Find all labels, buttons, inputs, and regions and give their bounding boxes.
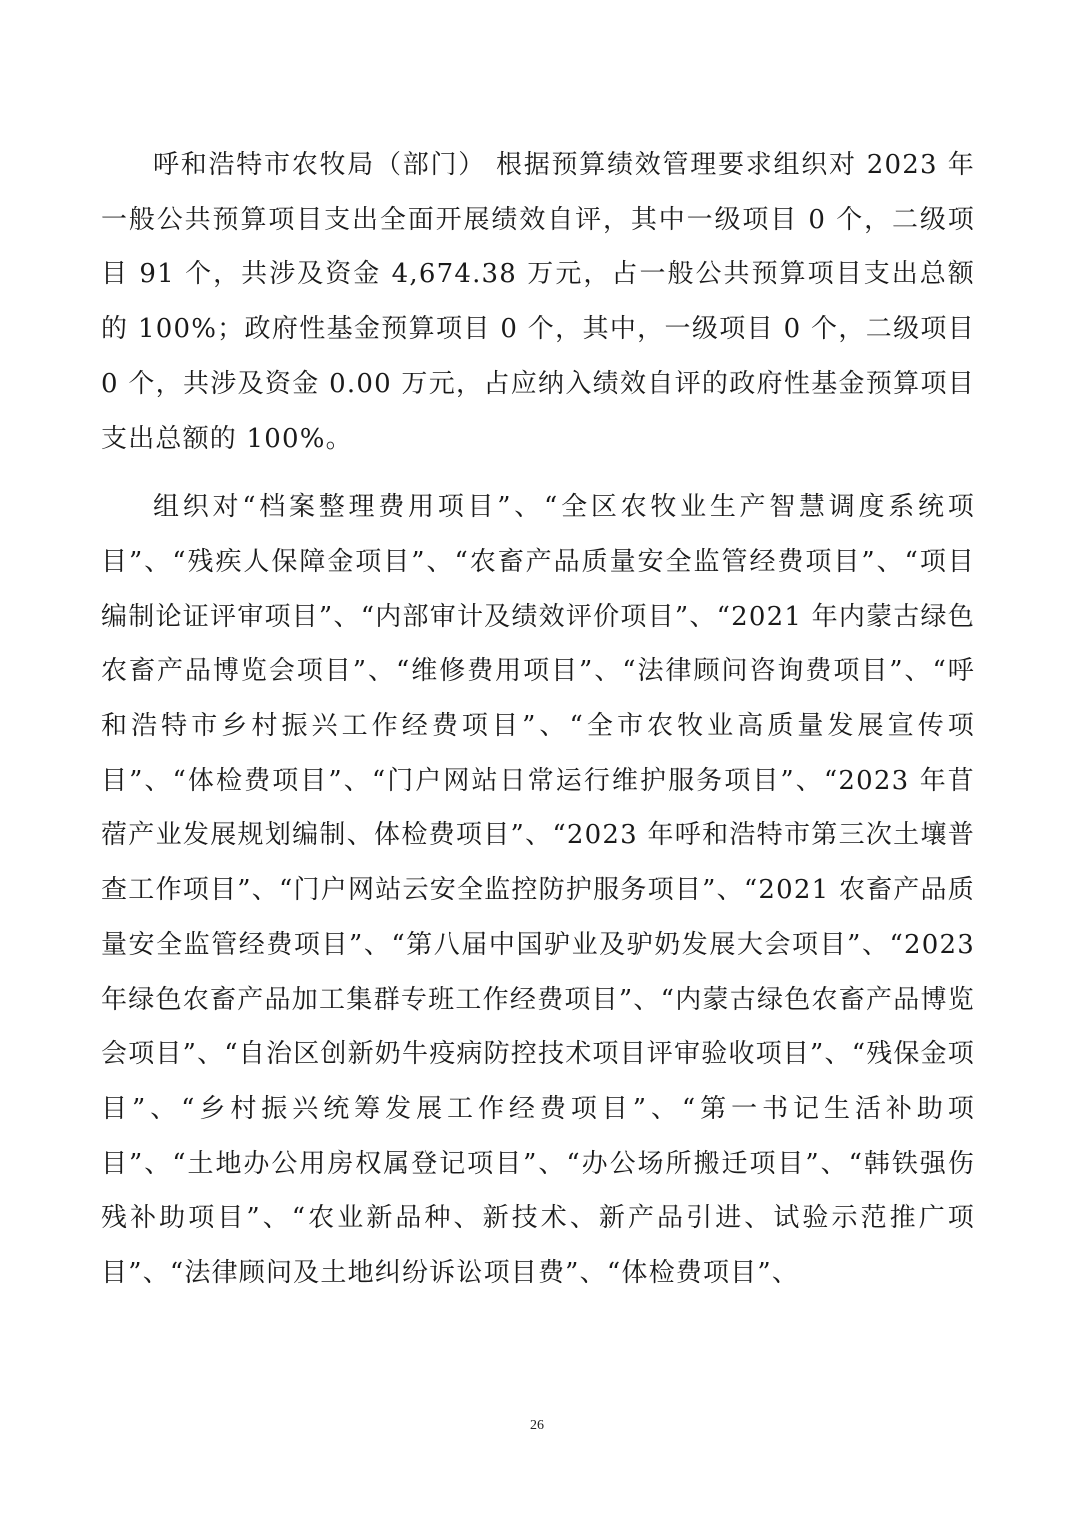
paragraph-performance-summary: 呼和浩特市农牧局（部门） 根据预算绩效管理要求组织对 2023 年一般公共预算项目支出全面开展绩效自评，其中一级项目 0 个，二级项目 91 个，共涉及资金 4,674.38 万元，占一般公共预算项目支出总额的 100%；政府性基金预算项目 0 个，其中，一级项目 0 个，二级项目 0 个，共涉及资金 0.00 万元，占应纳入绩效自评的政府性基金预算项目支出总额的 100%。 — [101, 150, 975, 454]
paragraph-project-list: 组织对“档案整理费用项目”、“全区农牧业生产智慧调度系统项目”、“残疾人保障金项目”、“农畜产品质量安全监管经费项目”、“项目编制论证评审项目”、“内部审计及绩效评价项目”、“2021 年内蒙古绿色农畜产品博览会项目”、“维修费用项目”、“法律顾问咨询费项目”、“呼和浩特市乡村振兴工作经费项目”、“全市农牧业高质量发展宣传项目”、“体检费项目”、“门户网站日常运行维护服务项目”、“2023 年苜蓿产业发展规划编制、体检费项目”、“2023 年呼和浩特市第三次土壤普查工作项目”、“门户网站云安全监控防护服务项目”、“2021 农畜产品质量安全监管经费项目”、“第八届中国驴业及驴奶发展大会项目”、“2023 年绿色农畜产品加工集群专班工作经费项目”、“内蒙古绿色农畜产品博览会项目”、“自治区创新奶牛疫病防控技术项目评审验收项目”、“残保金项目”、“乡村振兴统筹发展工作经费项目”、“第一书记生活补助项目”、“土地办公用房权属登记项目”、“办公场所搬迁项目”、“韩铁强伤残补助项目”、“农业新品种、新技术、新产品引进、试验示范推广项目”、“法律顾问及土地纠纷诉讼项目费”、“体检费项目”、 — [101, 492, 975, 1289]
body-text — [101, 138, 975, 1301]
page-number: 26 — [530, 1418, 544, 1433]
